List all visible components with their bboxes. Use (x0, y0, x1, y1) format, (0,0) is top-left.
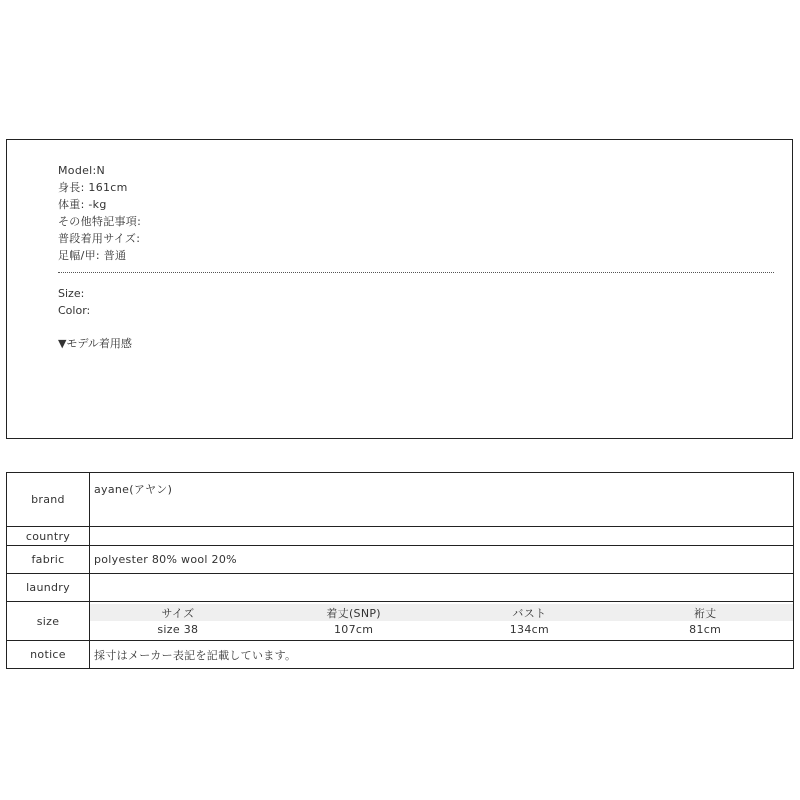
notice-label: notice (7, 641, 90, 669)
model-size-label: Size: (58, 287, 85, 300)
model-size-color (58, 285, 90, 319)
size-cell-sleeve: 81cm (617, 621, 793, 638)
spec-row-country (7, 527, 794, 546)
size-cell-bust: 134cm (442, 621, 618, 638)
dotted-divider (58, 272, 774, 273)
size-table-header (90, 604, 793, 621)
country-label: country (7, 527, 90, 546)
model-foot-width: 足幅/甲: 普通 (58, 249, 127, 262)
model-info-box (6, 139, 793, 439)
size-table (90, 604, 793, 638)
model-usual-size: 普段着用サイズ: (58, 232, 141, 245)
notice-value: 採寸はメーカー表記を記載しています。 (90, 641, 794, 669)
spec-row-notice (7, 641, 794, 669)
spec-row-laundry (7, 574, 794, 602)
size-value-cell (90, 602, 794, 641)
model-weight: 体重: -kg (58, 198, 107, 211)
size-cell-length: 107cm (266, 621, 442, 638)
country-value (90, 527, 794, 546)
size-header-sleeve: 裄丈 (617, 604, 793, 621)
spec-row-fabric (7, 546, 794, 574)
size-cell-size: size 38 (90, 621, 266, 638)
spec-row-brand (7, 473, 794, 527)
fabric-value: polyester 80% wool 20% (90, 546, 794, 574)
size-label: size (7, 602, 90, 641)
model-name: Model:N (58, 164, 106, 177)
size-header-length: 着丈(SNP) (266, 604, 442, 621)
size-table-row (90, 621, 793, 638)
model-color-label: Color: (58, 304, 91, 317)
laundry-value (90, 574, 794, 602)
spec-row-size (7, 602, 794, 641)
fabric-label: fabric (7, 546, 90, 574)
size-header-bust: バスト (442, 604, 618, 621)
model-details (58, 162, 141, 264)
laundry-label: laundry (7, 574, 90, 602)
brand-value: ayane(アヤン) (90, 473, 794, 527)
size-header-size: サイズ (90, 604, 266, 621)
model-notes: その他特記事項: (58, 215, 142, 228)
model-height: 身長: 161cm (58, 181, 128, 194)
brand-label: brand (7, 473, 90, 527)
spec-table (6, 472, 794, 669)
model-feel-heading: ▼モデル着用感 (58, 337, 132, 350)
